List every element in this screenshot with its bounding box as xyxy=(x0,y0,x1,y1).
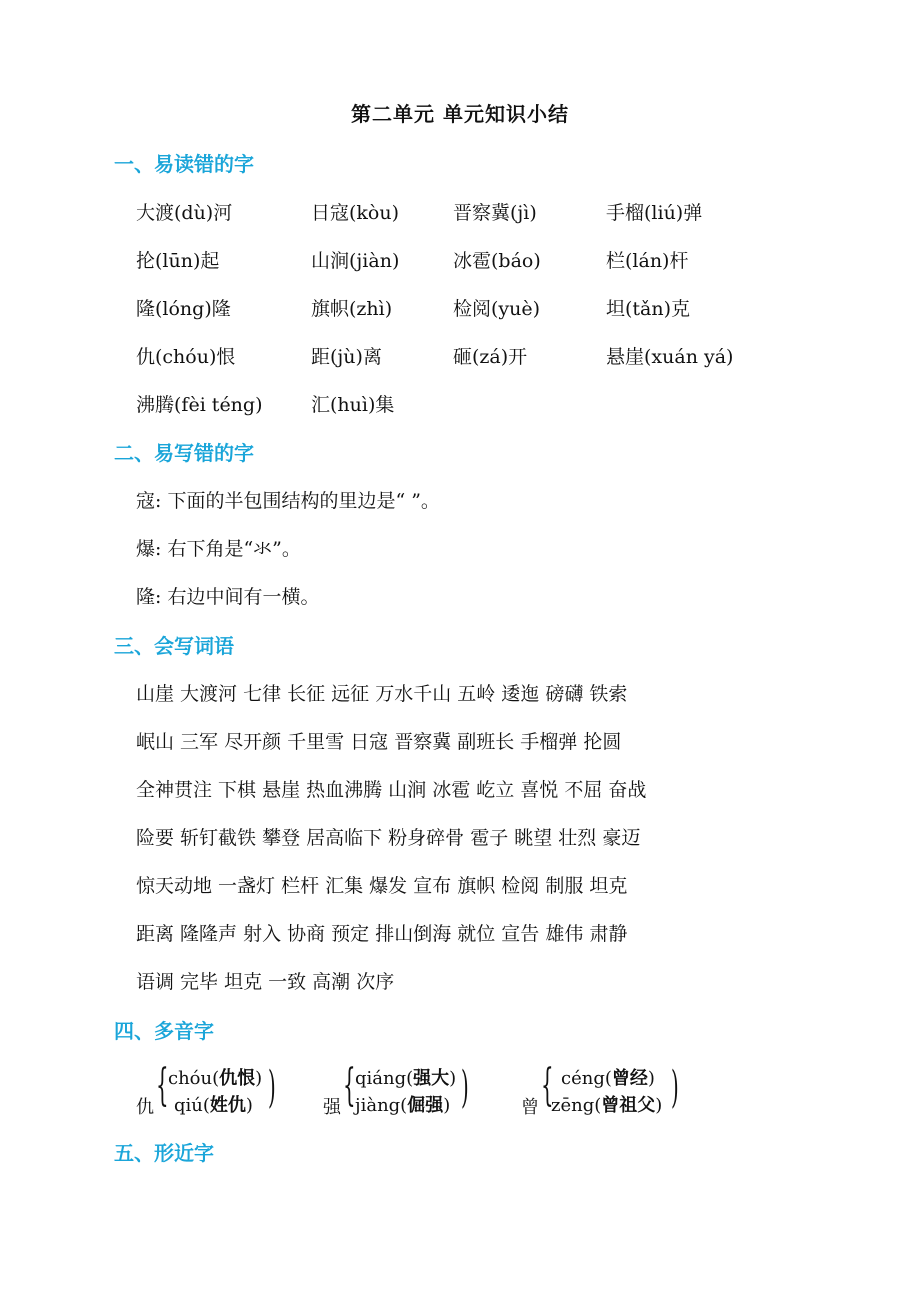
reading-item: 栏(lán)杆 xyxy=(606,250,689,272)
polyphone-entry: qiú(姓仇) xyxy=(174,1095,253,1116)
left-brace-icon: { xyxy=(156,1060,169,1111)
reading-item: 汇(huì)集 xyxy=(311,394,395,416)
polyphone-entry: céng(曾经) xyxy=(561,1068,655,1089)
reading-item: 隆(lóng)隆 xyxy=(136,298,231,320)
writing-note: 寇: 下面的半包围结构的里边是“ ”。 xyxy=(136,490,440,512)
word-line: 语调 完毕 坦克 一致 高潮 次序 xyxy=(136,971,395,993)
section-heading-1: 一、易读错的字 xyxy=(114,152,254,176)
section-heading-3: 三、会写词语 xyxy=(114,634,234,658)
reading-item: 日寇(kòu) xyxy=(311,202,400,224)
reading-item: 坦(tǎn)克 xyxy=(606,298,691,320)
reading-item: 大渡(dù)河 xyxy=(136,202,233,224)
reading-item: 冰雹(báo) xyxy=(453,250,541,272)
reading-item: 沸腾(fèi téng) xyxy=(136,394,263,416)
writing-note: 隆: 右边中间有一横。 xyxy=(136,586,320,608)
section-heading-4: 四、多音字 xyxy=(114,1019,214,1043)
right-paren-icon: ) xyxy=(671,1062,679,1113)
page-title: 第二单元 单元知识小结 xyxy=(351,102,569,126)
left-brace-icon: { xyxy=(343,1060,356,1111)
word-line: 惊天动地 一盏灯 栏杆 汇集 爆发 宣布 旗帜 检阅 制服 坦克 xyxy=(136,875,628,897)
reading-item: 抡(lūn)起 xyxy=(136,250,220,272)
polyphone-entry: qiáng(强大) xyxy=(355,1068,457,1089)
left-brace-icon: { xyxy=(541,1060,554,1111)
reading-item: 山涧(jiàn) xyxy=(311,250,400,272)
section-heading-5: 五、形近字 xyxy=(114,1141,214,1165)
writing-note: 爆: 右下角是“氺”。 xyxy=(136,538,301,560)
reading-item: 旗帜(zhì) xyxy=(311,298,393,320)
polyphone-char: 强 xyxy=(323,1097,341,1118)
word-line: 险要 斩钉截铁 攀登 居高临下 粉身碎骨 雹子 眺望 壮烈 豪迈 xyxy=(136,827,641,849)
polyphone-char: 仇 xyxy=(136,1097,154,1118)
polyphone-char: 曾 xyxy=(521,1097,539,1118)
reading-item: 晋察冀(jì) xyxy=(453,202,537,224)
polyphone-entry: chóu(仇恨) xyxy=(168,1068,263,1089)
reading-item: 手榴(liú)弹 xyxy=(606,202,703,224)
word-line: 岷山 三军 尽开颜 千里雪 日寇 晋察冀 副班长 手榴弹 抡圆 xyxy=(136,731,622,753)
word-line: 山崖 大渡河 七律 长征 远征 万水千山 五岭 逶迤 磅礴 铁索 xyxy=(136,683,628,705)
word-line: 距离 隆隆声 射入 协商 预定 排山倒海 就位 宣告 雄伟 肃静 xyxy=(136,923,628,945)
reading-item: 检阅(yuè) xyxy=(453,298,541,320)
reading-item: 悬崖(xuán yá) xyxy=(606,346,734,368)
right-paren-icon: ) xyxy=(461,1062,469,1113)
section-heading-2: 二、易写错的字 xyxy=(114,441,254,465)
reading-item: 砸(zá)开 xyxy=(453,346,528,368)
polyphone-entry: jiàng(倔强) xyxy=(355,1095,451,1116)
word-line: 全神贯注 下棋 悬崖 热血沸腾 山涧 冰雹 屹立 喜悦 不屈 奋战 xyxy=(136,779,647,801)
polyphone-entry: zēng(曾祖父) xyxy=(551,1095,663,1116)
reading-item: 仇(chóu)恨 xyxy=(136,346,236,368)
right-paren-icon: ) xyxy=(268,1062,276,1113)
reading-item: 距(jù)离 xyxy=(311,346,382,368)
